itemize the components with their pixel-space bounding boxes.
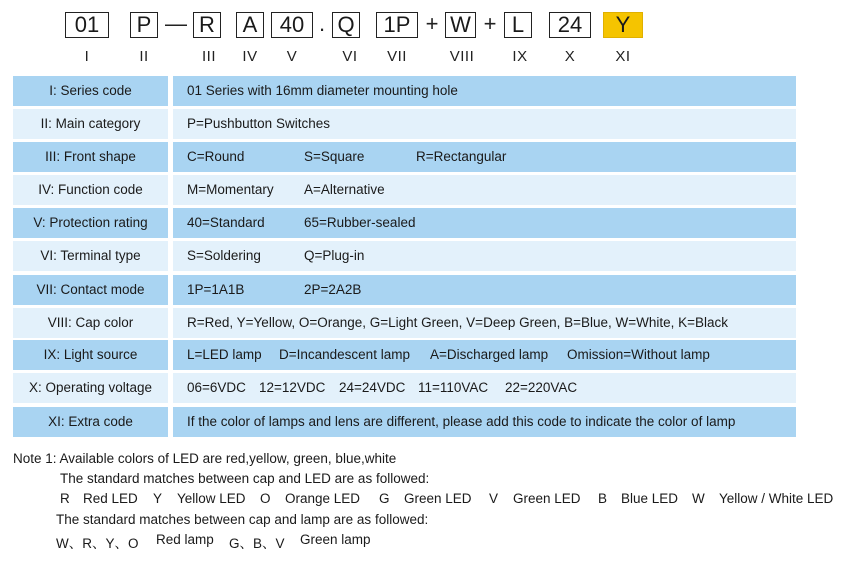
code-separator-plus-1: + <box>425 11 439 36</box>
option: S=Square <box>304 149 365 164</box>
code-box-category: P <box>130 12 158 38</box>
led-name: Orange LED <box>285 491 361 506</box>
option: 65=Rubber-sealed <box>304 215 416 230</box>
option: A=Discharged lamp <box>430 347 549 362</box>
row-function-code <box>13 175 796 205</box>
row-value <box>173 340 796 370</box>
option: S=Soldering <box>187 248 261 263</box>
led-name: Yellow LED <box>177 491 246 506</box>
numeral-iv: IV <box>242 48 258 65</box>
option: 06=6VDC <box>187 380 246 395</box>
led-cap-code: V <box>489 491 499 506</box>
row-value <box>173 407 796 437</box>
code-box-terminal: Q <box>332 12 360 38</box>
row-value <box>173 208 796 238</box>
row-label: IX: Light source <box>13 340 168 370</box>
numeral-ix: IX <box>512 48 528 65</box>
option: 01 Series with 16mm diameter mounting hole <box>187 83 458 98</box>
numeral-v: V <box>286 48 298 65</box>
code-separator-plus-2: + <box>483 11 497 36</box>
led-cap-code: O <box>260 491 271 506</box>
option: 2P=2A2B <box>304 282 362 297</box>
row-label: VI: Terminal type <box>13 241 168 271</box>
row-value <box>173 142 796 172</box>
row-label: V: Protection rating <box>13 208 168 238</box>
row-label: VII: Contact mode <box>13 275 168 305</box>
option: C=Round <box>187 149 245 164</box>
option: L=LED lamp <box>187 347 262 362</box>
numeral-iii: III <box>201 48 216 65</box>
row-value <box>173 308 796 338</box>
option: M=Momentary <box>187 182 274 197</box>
option: 11=110VAC <box>418 380 489 395</box>
row-label: XI: Extra code <box>13 407 168 437</box>
code-box-function: A <box>236 12 264 38</box>
row-protection-rating <box>13 208 796 238</box>
option: 40=Standard <box>187 215 265 230</box>
row-value <box>173 241 796 271</box>
row-terminal-type <box>13 241 796 271</box>
lamp-name: Green lamp <box>300 532 371 547</box>
numeral-x: X <box>564 48 576 65</box>
row-main-category <box>13 109 796 139</box>
code-box-contact: 1P <box>376 12 418 38</box>
led-cap-code: B <box>598 491 608 506</box>
option: A=Alternative <box>304 182 385 197</box>
numeral-i: I <box>84 48 90 65</box>
row-label: VIII: Cap color <box>13 308 168 338</box>
led-match-line <box>0 491 846 509</box>
led-name: Red LED <box>83 491 138 506</box>
row-label: X: Operating voltage <box>13 373 168 403</box>
option: If the color of lamps and lens are different, please add this code to indicate the color of lamp <box>187 414 736 429</box>
row-label: I: Series code <box>13 76 168 106</box>
lamp-name: Red lamp <box>156 532 214 547</box>
numeral-vi: VI <box>342 48 358 65</box>
row-label: II: Main category <box>13 109 168 139</box>
lamp-cap-codes: G、B、V <box>229 536 285 551</box>
option: 24=24VDC <box>339 380 406 395</box>
row-value <box>173 76 796 106</box>
option: R=Rectangular <box>416 149 507 164</box>
code-box-light-source: L <box>504 12 532 38</box>
note-line-4: The standard matches between cap and lamp are as followed: <box>56 512 429 527</box>
option: Q=Plug-in <box>304 248 365 263</box>
option: Omission=Without lamp <box>567 347 710 362</box>
code-box-series: 01 <box>65 12 109 38</box>
option: 22=220VAC <box>505 380 578 395</box>
led-cap-code: Y <box>153 491 163 506</box>
row-extra-code <box>13 407 796 437</box>
option: R=Red, Y=Yellow, O=Orange, G=Light Green, V=Deep Green, B=Blue, W=White, K=Black <box>187 315 729 330</box>
led-name: Blue LED <box>621 491 679 506</box>
numeral-viii: VIII <box>449 48 475 65</box>
row-cap-color <box>13 308 796 338</box>
numeral-xi: XI <box>615 48 631 65</box>
row-series-code <box>13 76 796 106</box>
option: P=Pushbutton Switches <box>187 116 330 131</box>
row-value <box>173 373 796 403</box>
led-name: Green LED <box>513 491 581 506</box>
row-operating-voltage <box>13 373 796 403</box>
row-light-source <box>13 340 796 370</box>
led-name: Green LED <box>404 491 472 506</box>
led-cap-code: G <box>379 491 390 506</box>
led-name: Yellow / White LED <box>719 491 834 506</box>
code-box-cap-color: W <box>445 12 476 38</box>
lamp-match-line <box>0 532 846 550</box>
numeral-ii: II <box>139 48 149 65</box>
row-value <box>173 109 796 139</box>
option: 12=12VDC <box>259 380 326 395</box>
lamp-cap-codes: W、R、Y、O <box>56 536 139 551</box>
led-cap-code: W <box>692 491 705 506</box>
row-front-shape <box>13 142 796 172</box>
note-line-1: Note 1: Available colors of LED are red,yellow, green, blue,white <box>13 451 397 466</box>
led-cap-code: R <box>60 491 70 506</box>
code-separator-dash: — <box>165 11 187 36</box>
row-label: IV: Function code <box>13 175 168 205</box>
row-value <box>173 175 796 205</box>
code-box-extra: Y <box>603 12 643 38</box>
row-label: III: Front shape <box>13 142 168 172</box>
numeral-vii: VII <box>387 48 407 65</box>
option: 1P=1A1B <box>187 282 245 297</box>
note-line-2: The standard matches between cap and LED are as followed: <box>60 471 430 486</box>
code-box-voltage: 24 <box>549 12 591 38</box>
code-box-shape: R <box>193 12 221 38</box>
code-separator-dot: . <box>318 11 326 36</box>
row-value <box>173 275 796 305</box>
row-contact-mode <box>13 275 796 305</box>
option: D=Incandescent lamp <box>279 347 410 362</box>
code-box-protection: 40 <box>271 12 313 38</box>
